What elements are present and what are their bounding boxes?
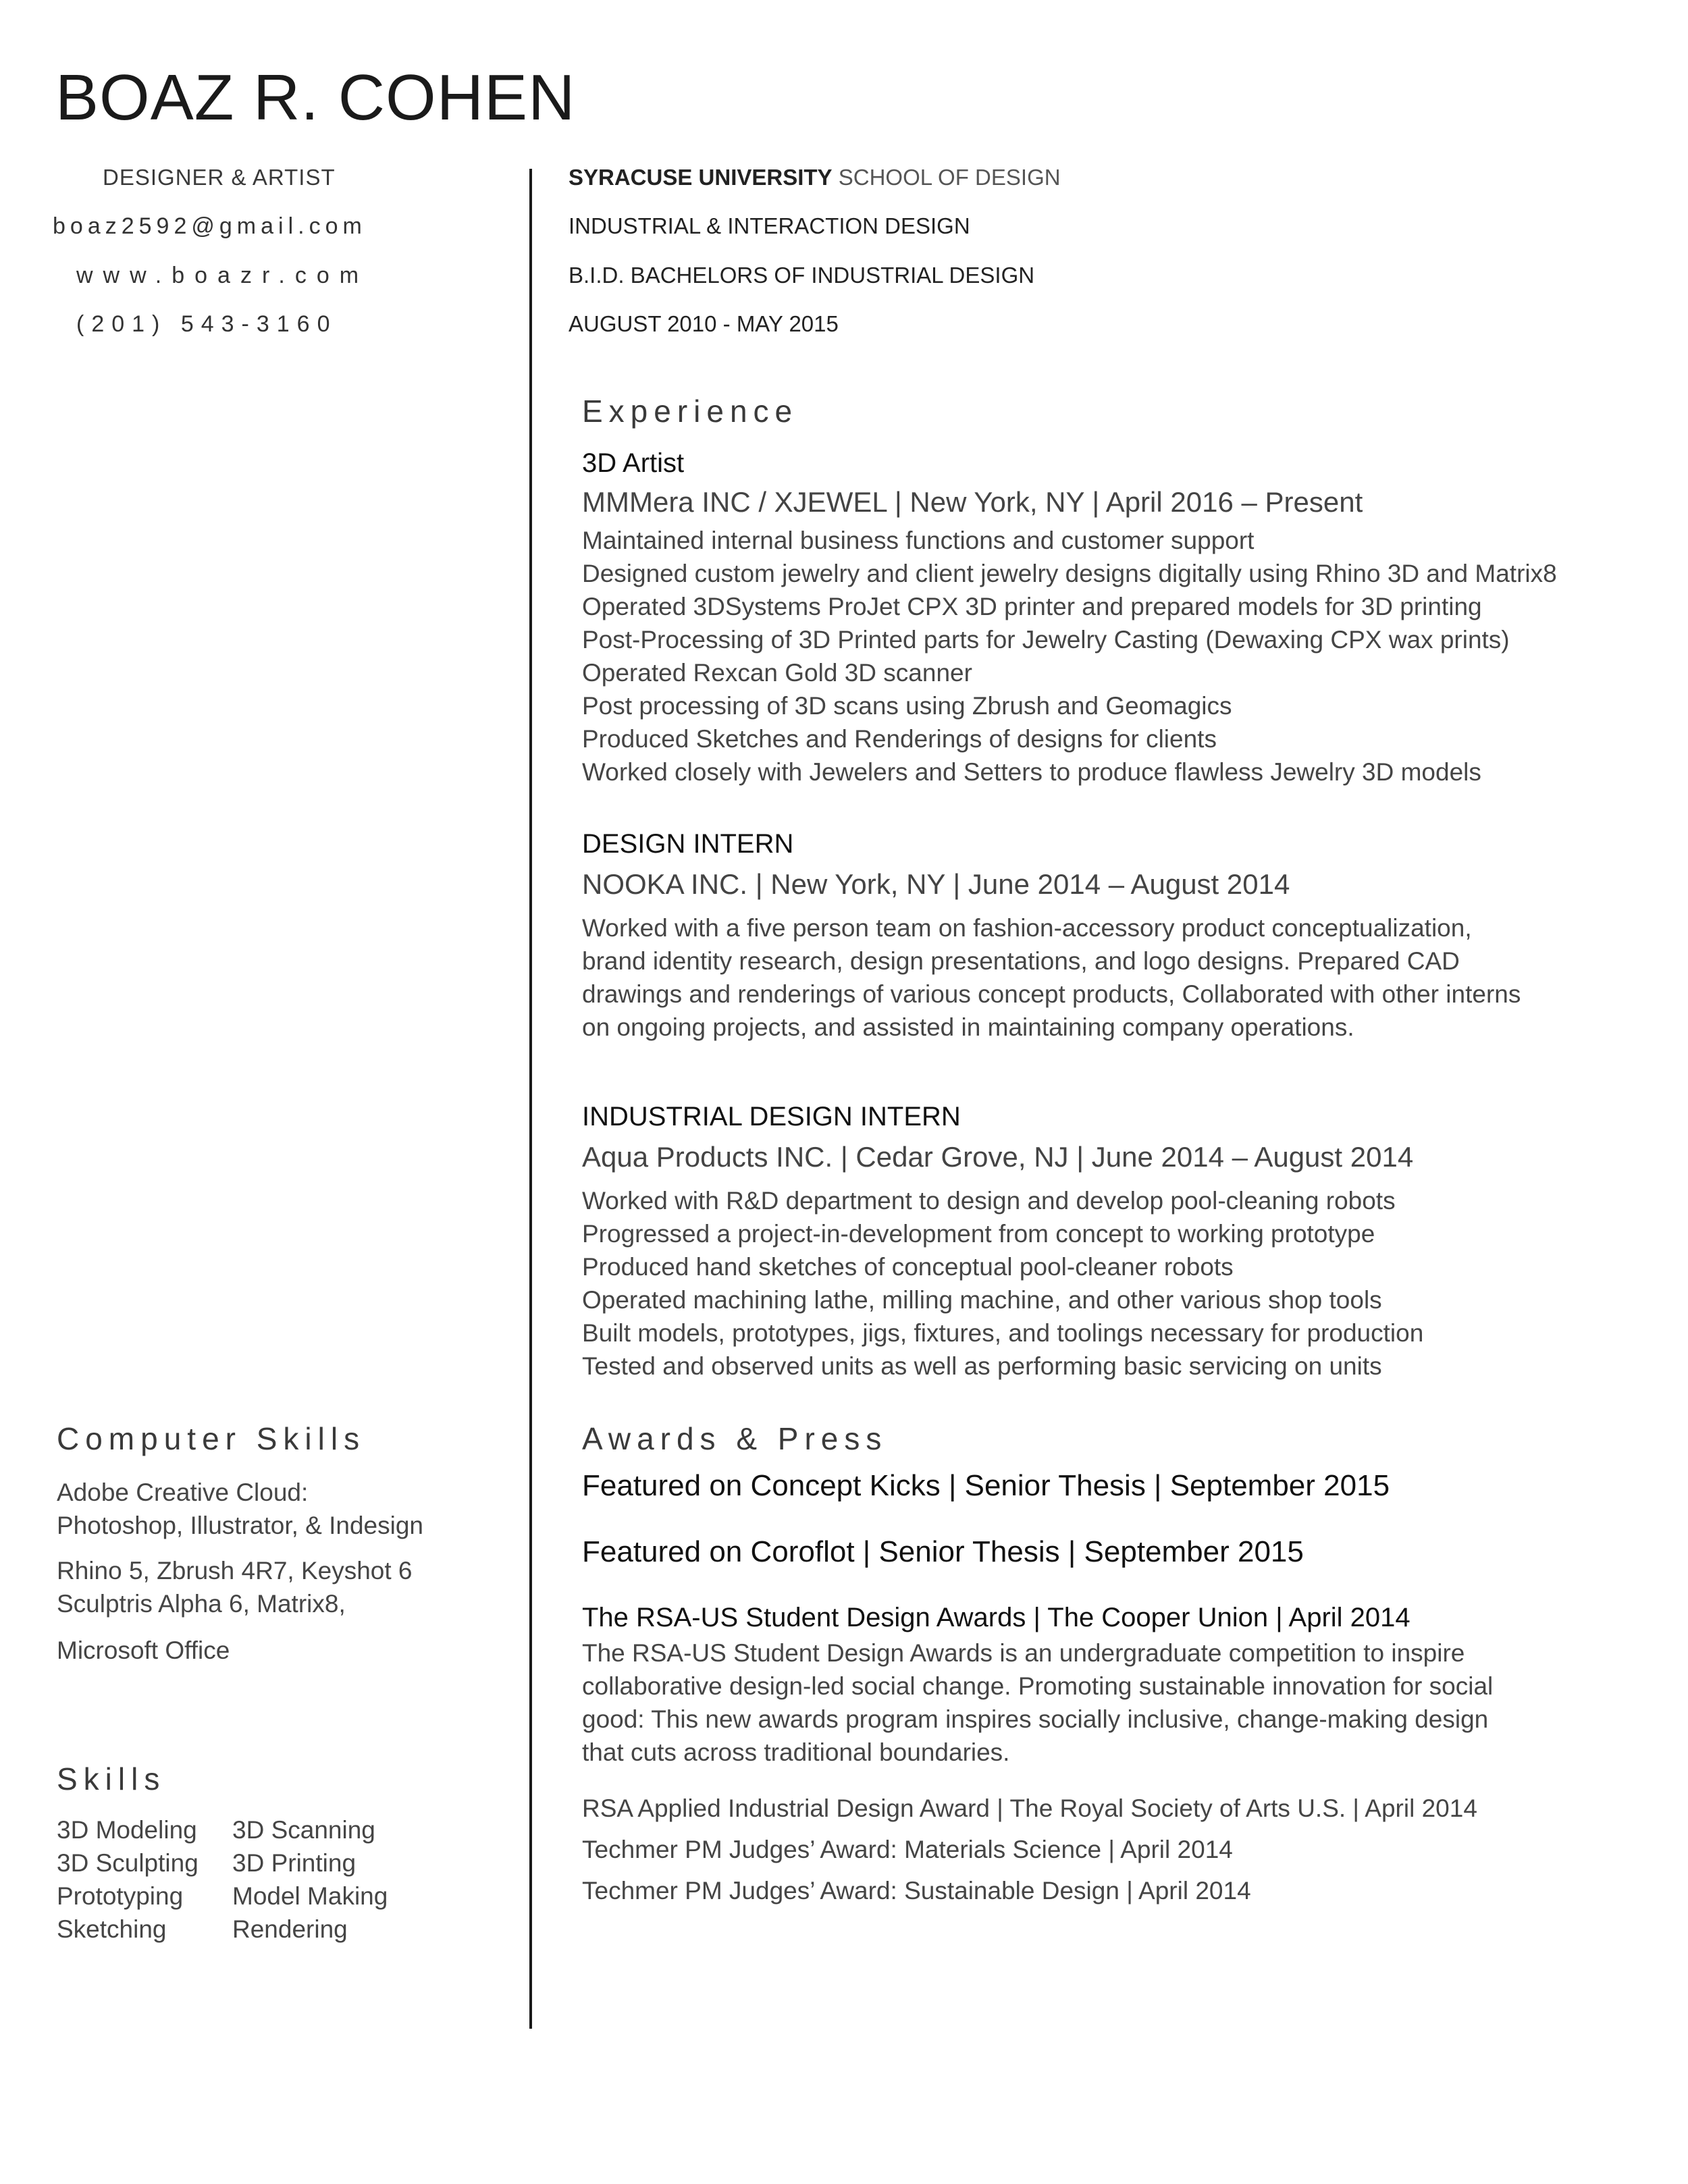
column-divider [529,169,532,2029]
computer-skills-group [57,1476,423,1542]
award-list [582,1788,1477,1911]
skills-grid [57,1813,408,1946]
skill-line: Microsoft Office [57,1636,230,1664]
award-featured: Featured on Coroflot | Senior Thesis | September 2015 [582,1535,1304,1568]
duty-line: Operated machining lathe, milling machine, and other various shop tools [582,1286,1382,1314]
skill-line: Adobe Creative Cloud: [57,1479,309,1506]
skill-item: 3D Modeling [57,1816,197,1844]
skill-item: 3D Scanning [232,1816,375,1844]
job-meta: Aqua Products INC. | Cedar Grove, NJ | June 2014 – August 2014 [582,1141,1414,1173]
resume-name: BOAZ R. COHEN [55,61,576,134]
education-school [569,165,1061,190]
skill-item: 3D Printing [232,1849,357,1877]
skill-item: Prototyping [57,1882,184,1910]
computer-skills-group [57,1554,413,1620]
education-program: INDUSTRIAL & INTERACTION DESIGN [569,213,970,238]
job-title: 3D Artist [582,448,685,478]
duty-line: Operated 3DSystems ProJet CPX 3D printer and prepared models for 3D printing [582,593,1482,620]
duty-line: Built models, prototypes, jigs, fixtures, and toolings necessary for production [582,1319,1424,1347]
skills-heading: Skills [57,1761,166,1796]
award-item: Techmer PM Judges’ Award: Materials Science | April 2014 [582,1836,1233,1863]
duty-line: Maintained internal business functions and customer support [582,527,1255,554]
duty-line: Tested and observed units as well as performing basic servicing on units [582,1352,1382,1380]
computer-skills-heading: Computer Skills [57,1421,366,1456]
skill-line: Photoshop, Illustrator, & Indesign [57,1512,424,1539]
awards-heading: Awards & Press [582,1421,888,1456]
duty-line: Designed custom jewelry and client jewelry designs digitally using Rhino 3D and Matrix8 [582,560,1557,587]
duty-line: Worked closely with Jewelers and Setters to produce flawless Jewelry 3D models [582,758,1481,786]
skill-item: Sketching [57,1915,167,1943]
duty-line: Produced hand sketches of conceptual pool-cleaner robots [582,1253,1234,1281]
education-dates: AUGUST 2010 - MAY 2015 [569,311,839,336]
skill-line: Sculptris Alpha 6, Matrix8, [57,1590,346,1618]
description-line: Worked with a five person team on fashion-accessory product conceptualization, [582,914,1472,942]
experience-heading: Experience [582,394,799,429]
description-line: good: This new awards program inspires socially inclusive, change-making design [582,1705,1489,1733]
description-line: that cuts across traditional boundaries. [582,1738,1010,1766]
description-line: The RSA-US Student Design Awards is an undergraduate competition to inspire [582,1639,1465,1667]
description-line: on ongoing projects, and assisted in maintaining company operations. [582,1013,1354,1041]
duty-line: Worked with R&D department to design and develop pool-cleaning robots [582,1187,1396,1215]
school-name: SYRACUSE UNIVERSITY [569,165,833,190]
award-rsa-title: The RSA-US Student Design Awards | The Cooper Union | April 2014 [582,1603,1410,1632]
job-meta: NOOKA INC. | New York, NY | June 2014 – August 2014 [582,868,1290,900]
skill-line: Rhino 5, Zbrush 4R7, Keyshot 6 [57,1557,413,1584]
email-link[interactable]: boaz2592@gmail.com [53,213,367,239]
job-meta: MMMera INC / XJEWEL | New York, NY | April 2016 – Present [582,486,1363,518]
duty-line: Post processing of 3D scans using Zbrush and Geomagics [582,692,1232,720]
skill-item: Model Making [232,1882,388,1910]
award-item: RSA Applied Industrial Design Award | The Royal Society of Arts U.S. | April 2014 [582,1794,1477,1822]
job-title: INDUSTRIAL DESIGN INTERN [582,1102,961,1131]
job-description [582,911,1521,1044]
school-dept: SCHOOL OF DESIGN [838,165,1061,190]
education-degree: B.I.D. BACHELORS OF INDUSTRIAL DESIGN [569,263,1035,288]
phone-number: (201) 543-3160 [76,311,338,337]
skill-item: 3D Sculpting [57,1849,199,1877]
job-duties [582,524,1557,789]
job-duties [582,1184,1423,1383]
website-link[interactable]: www.boazr.com [76,263,369,288]
description-line: brand identity research, design presentations, and logo designs. Prepared CAD [582,947,1460,975]
skill-item: Rendering [232,1915,348,1943]
role-title: DESIGNER & ARTIST [103,165,336,190]
job-title: DESIGN INTERN [582,829,794,859]
description-line: collaborative design-led social change. Promoting sustainable innovation for social [582,1672,1494,1700]
award-item: Techmer PM Judges’ Award: Sustainable Design | April 2014 [582,1877,1251,1905]
description-line: drawings and renderings of various concept products, Collaborated with other interns [582,980,1521,1008]
duty-line: Progressed a project-in-development from concept to working prototype [582,1220,1375,1248]
duty-line: Operated Rexcan Gold 3D scanner [582,659,972,687]
award-featured: Featured on Concept Kicks | Senior Thesis | September 2015 [582,1469,1390,1502]
duty-line: Post-Processing of 3D Printed parts for Jewelry Casting (Dewaxing CPX wax prints) [582,626,1510,654]
duty-line: Produced Sketches and Renderings of designs for clients [582,725,1217,753]
computer-skills-group [57,1634,230,1667]
award-rsa-description [582,1636,1493,1769]
